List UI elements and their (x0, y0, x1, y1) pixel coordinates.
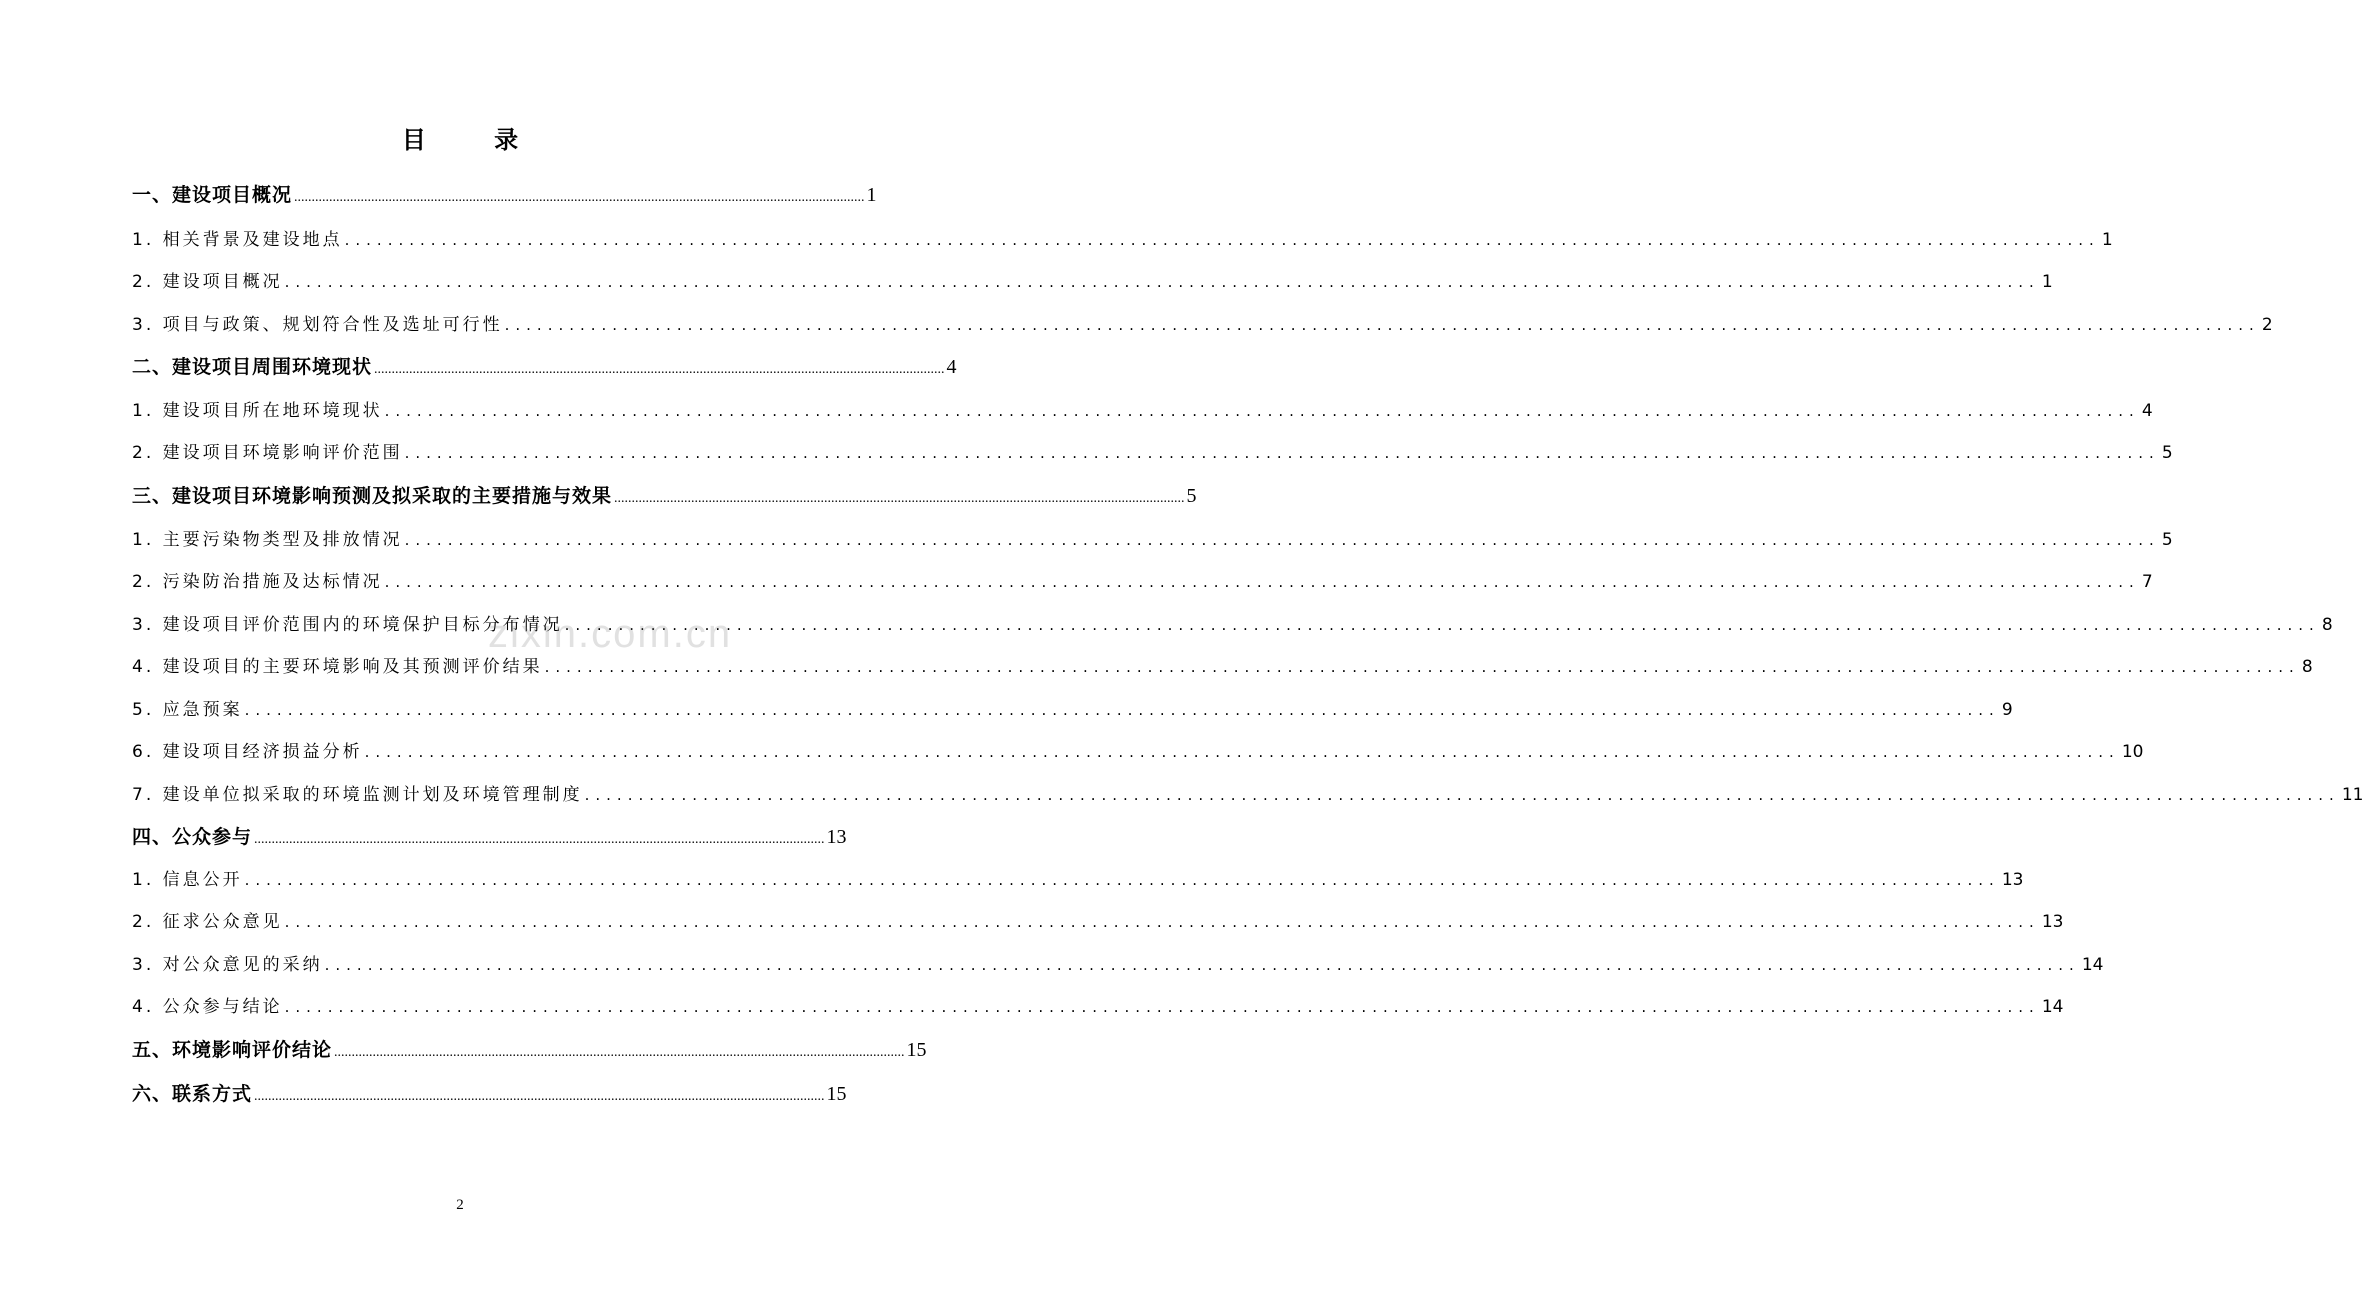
toc-leader-dots: ................................................................................................................................................................... (294, 190, 865, 205)
toc-leader-dots: ................................................................................................................................................................... (344, 231, 2100, 249)
toc-entry-page: 1 (2041, 272, 2053, 292)
toc-entry-label: 1. 建设项目所在地环境现状 (132, 401, 383, 421)
toc-entry-page: 14 (2081, 955, 2104, 975)
toc-entry-page: 5 (2161, 443, 2173, 463)
toc-entry-page: 13 (2001, 870, 2024, 890)
toc-leader-dots: ................................................................................................................................................................... (284, 913, 2040, 931)
toc-entry-page: 5 (2161, 530, 2173, 550)
toc-leader-dots: ................................................................................................................................................................... (384, 402, 2140, 420)
toc-entry[interactable] (132, 223, 2113, 257)
toc-entry-page: 15 (826, 1083, 847, 1105)
toc-leader-dots: ................................................................................................................................................................... (364, 743, 2120, 761)
toc-leader-dots: ................................................................................................................................................................... (404, 444, 2160, 462)
toc-entry-page: 9 (2001, 700, 2013, 720)
toc-entry-label: 五、环境影响评价结论 (132, 1039, 333, 1061)
toc-leader-dots: ................................................................................................................................................................... (254, 1089, 825, 1104)
toc-entry[interactable] (132, 905, 2064, 939)
toc-leader-dots: ................................................................................................................................................................... (584, 786, 2340, 804)
toc-leader-dots: ................................................................................................................................................................... (284, 998, 2040, 1016)
toc-entry[interactable] (132, 693, 2013, 727)
toc-entry-label: 4. 公众参与结论 (132, 997, 283, 1017)
toc-entry-page: 4 (946, 356, 957, 378)
toc-entry-label: 4. 建设项目的主要环境影响及其预测评价结果 (132, 657, 543, 677)
toc-leader-dots: ................................................................................................................................................................... (334, 1045, 905, 1060)
toc-leader-dots: ................................................................................................................................................................... (284, 273, 2040, 291)
page-number: 2 (456, 1197, 464, 1213)
toc-entry-page: 15 (906, 1039, 927, 1061)
toc-entry[interactable] (132, 990, 2064, 1024)
toc-entry-page: 13 (2041, 912, 2064, 932)
toc-entry[interactable] (132, 479, 1197, 513)
toc-entry-label: 2. 建设项目环境影响评价范围 (132, 443, 403, 463)
toc-entry-label: 5. 应急预案 (132, 700, 243, 720)
toc-entry-label: 6. 建设项目经济损益分析 (132, 742, 363, 762)
toc-entry-label: 三、建设项目环境影响预测及拟采取的主要措施与效果 (132, 485, 613, 507)
toc-entry[interactable] (132, 565, 2153, 599)
toc-entry-label: 2. 建设项目概况 (132, 272, 283, 292)
toc-entry[interactable] (132, 394, 2153, 428)
toc-leader-dots: ................................................................................................................................................................... (244, 701, 2000, 719)
toc-entry-page: 2 (2261, 315, 2273, 335)
toc-entry-label: 二、建设项目周围环境现状 (132, 356, 373, 378)
toc-entry[interactable] (132, 350, 957, 384)
toc-entry[interactable] (132, 820, 847, 854)
toc-entry-label: 一、建设项目概况 (132, 184, 293, 206)
toc-entry-label: 四、公众参与 (132, 826, 253, 848)
toc-entry[interactable] (132, 948, 2104, 982)
toc-entry-label: 1. 相关背景及建设地点 (132, 230, 343, 250)
toc-entry-page: 7 (2141, 572, 2153, 592)
toc-entry-label: 六、联系方式 (132, 1083, 253, 1105)
toc-entry-label: 1. 主要污染物类型及排放情况 (132, 530, 403, 550)
toc-entry-label: 3. 建设项目评价范围内的环境保护目标分布情况 (132, 615, 563, 635)
toc-entry[interactable] (132, 735, 2144, 769)
toc-entry[interactable] (132, 308, 2273, 342)
toc-entry-page: 14 (2041, 997, 2064, 1017)
toc-entry[interactable] (132, 1077, 847, 1111)
toc-leader-dots: ................................................................................................................................................................... (324, 956, 2080, 974)
toc-entry-page: 10 (2121, 742, 2144, 762)
toc-entry-label: 2. 征求公众意见 (132, 912, 283, 932)
toc-leader-dots: ................................................................................................................................................................... (244, 871, 2000, 889)
toc-entry-label: 2. 污染防治措施及达标情况 (132, 572, 383, 592)
toc-entry-page: 8 (2321, 615, 2333, 635)
toc-entry-page: 13 (826, 826, 847, 848)
toc-leader-dots: ................................................................................................................................................................... (404, 531, 2160, 549)
toc-title: 目 录 (401, 126, 549, 154)
toc-entry-label: 7. 建设单位拟采取的环境监测计划及环境管理制度 (132, 785, 583, 805)
toc-leader-dots: ................................................................................................................................................................... (544, 658, 2300, 676)
toc-entry-label: 3. 项目与政策、规划符合性及选址可行性 (132, 315, 503, 335)
toc-leader-dots: ................................................................................................................................................................... (254, 832, 825, 847)
toc-entry-page: 11 (2341, 785, 2363, 805)
toc-leader-dots: ................................................................................................................................................................... (384, 573, 2140, 591)
toc-entry-page: 1 (2101, 230, 2113, 250)
toc-entry-page: 5 (1186, 485, 1197, 507)
toc-entry[interactable] (132, 1033, 927, 1067)
toc-entry[interactable] (132, 265, 2053, 299)
toc-entry[interactable] (132, 436, 2173, 470)
toc-entry-page: 4 (2141, 401, 2153, 421)
toc-entry-label: 3. 对公众意见的采纳 (132, 955, 323, 975)
toc-leader-dots: ................................................................................................................................................................... (614, 491, 1185, 506)
toc-entry[interactable] (132, 523, 2173, 557)
toc-entry-page: 1 (866, 184, 877, 206)
toc-leader-dots: ................................................................................................................................................................... (564, 616, 2320, 634)
toc-entry[interactable] (132, 178, 877, 212)
watermark: zixin.com.cn (488, 612, 733, 656)
toc-entry-page: 8 (2301, 657, 2313, 677)
toc-leader-dots: ................................................................................................................................................................... (504, 316, 2260, 334)
toc-leader-dots: ................................................................................................................................................................... (374, 362, 945, 377)
toc-entry[interactable] (132, 778, 2363, 812)
toc-entry[interactable] (132, 863, 2024, 897)
toc-entry-label: 1. 信息公开 (132, 870, 243, 890)
